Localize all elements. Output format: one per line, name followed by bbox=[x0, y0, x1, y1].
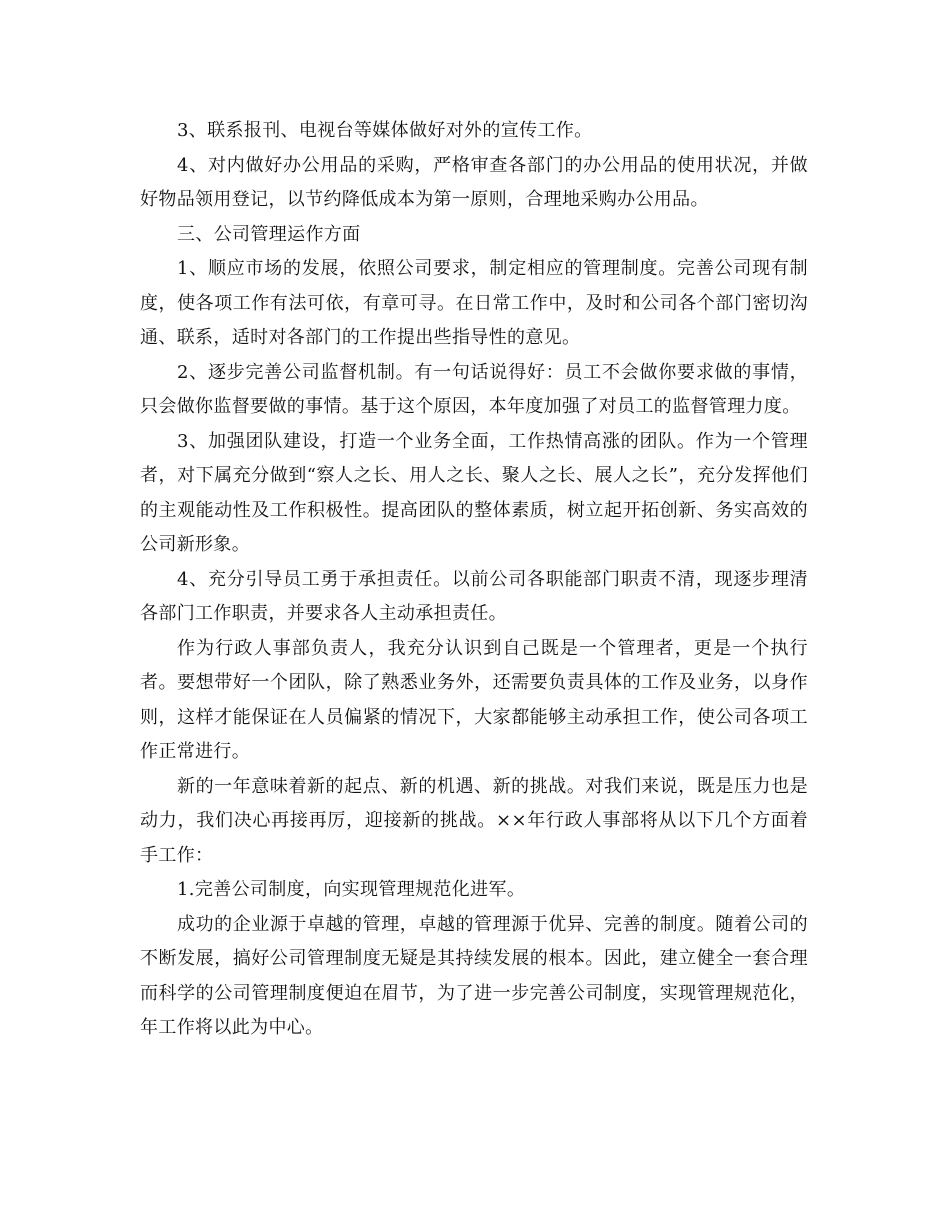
section-heading-management-operation: 三、公司管理运作方面 bbox=[177, 223, 361, 245]
paragraph-responsibility: 4、充分引导员工勇于承担责任。以前公司各职能部门职责不清，现逐步理清各部门工作职责，并要求各人主动承担责任。 bbox=[140, 568, 808, 624]
paragraph-enterprise-management: 成功的企业源于卓越的管理，卓越的管理源于优异、完善的制度。随着公司的不断发展，搞好公司管理制度无疑是其持续发展的根本。因此，建立健全一套合理而科学的公司管理制度便迫在眉节，为了进一步完善公司制度，实现管理规范化，年工作将以此为中心。 bbox=[140, 913, 808, 1038]
paragraph-supervision-mechanism: 2、逐步完善公司监督机制。有一句话说得好：员工不会做你要求做的事情，只会做你监督要做的事情。基于这个原因，本年度加强了对员工的监督管理力度。 bbox=[140, 361, 808, 417]
paragraph-department-head: 作为行政人事部负责人，我充分认识到自己既是一个管理者，更是一个执行者。要想带好一个团队，除了熟悉业务外，还需要负责具体的工作及业务，以身作则，这样才能保证在人员偏紧的情况下，大家都能够主动承担工作，使公司各项工作正常进行。 bbox=[140, 637, 808, 762]
paragraph-media-publicity: 3、联系报刊、电视台等媒体做好对外的宣传工作。 bbox=[177, 120, 593, 141]
document-body bbox=[140, 114, 808, 1046]
list-item-improve-system: 1.完善公司制度，向实现管理规范化进军。 bbox=[177, 879, 526, 900]
paragraph-office-supplies: 4、对内做好办公用品的采购，严格审查各部门的办公用品的使用状况，并做好物品领用登记，以节约降低成本为第一原则，合理地采购办公用品。 bbox=[140, 154, 808, 210]
paragraph-management-system: 1、顺应市场的发展，依照公司要求，制定相应的管理制度。完善公司现有制度，使各项工作有法可依，有章可寻。在日常工作中，及时和公司各个部门密切沟通、联系，适时对各部门的工作提出些指导性的意见。 bbox=[140, 258, 808, 348]
paragraph-new-year: 新的一年意味着新的起点、新的机遇、新的挑战。对我们来说，既是压力也是动力，我们决心再接再厉，迎接新的挑战。××年行政人事部将从以下几个方面着手工作： bbox=[140, 775, 808, 866]
paragraph-team-building: 3、加强团队建设，打造一个业务全面，工作热情高涨的团队。作为一个管理者，对下属充分做到“察人之长、用人之长、聚人之长、展人之长”，充分发挥他们的主观能动性及工作积极性。提高团队的整体素质，树立起开拓创新、务实高效的公司新形象。 bbox=[140, 430, 808, 555]
